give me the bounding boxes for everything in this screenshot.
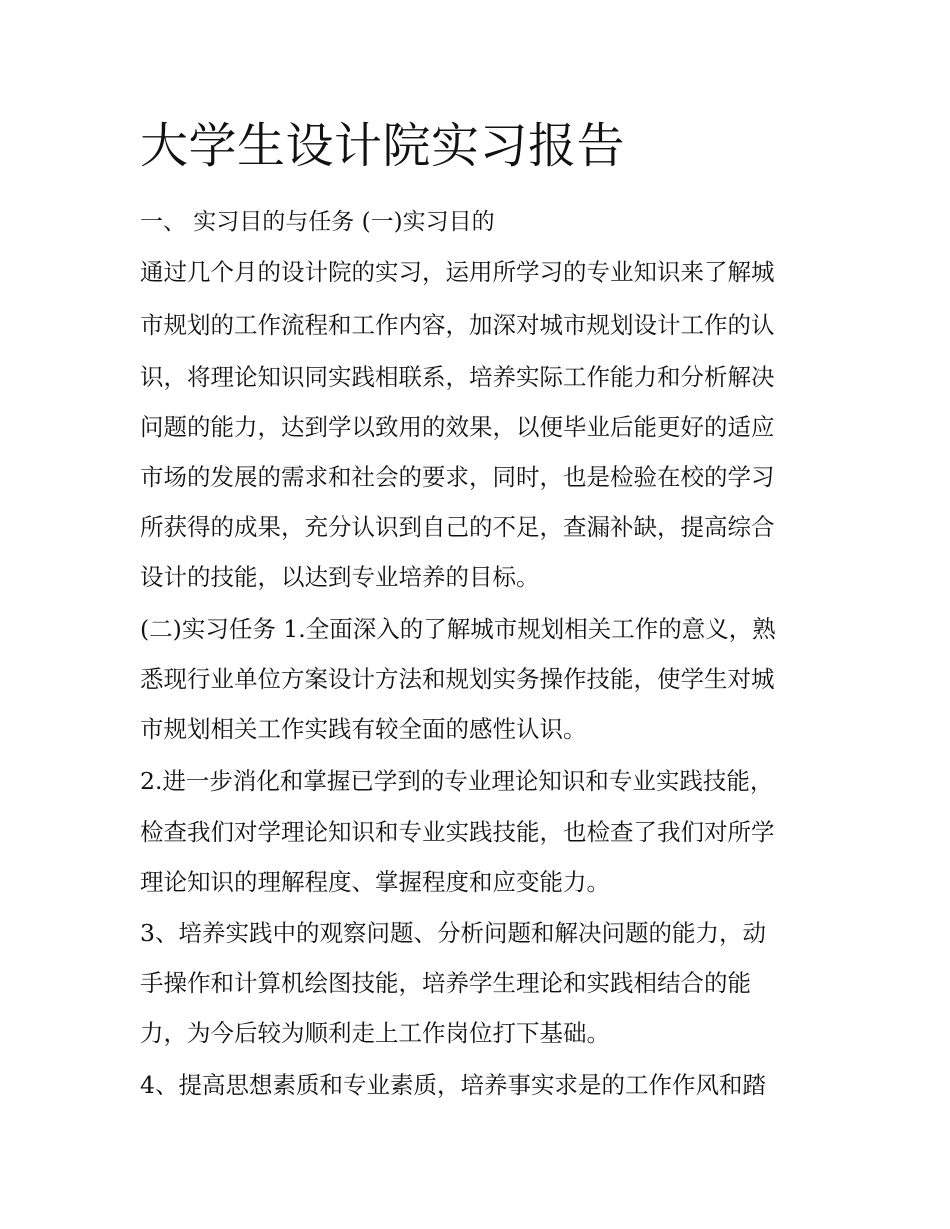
body-line: 所获得的成果，充分认识到自己的不足，查漏补缺，提高综合 bbox=[140, 513, 775, 541]
body-line: 市场的发展的需求和社会的要求，同时，也是检验在校的学习 bbox=[140, 463, 775, 491]
document-title: 大学生设计院实习报告 bbox=[140, 118, 626, 174]
body-line: 识，将理论知识同实践相联系，培养实际工作能力和分析解决 bbox=[140, 363, 775, 391]
body-line: 2.进一步消化和掌握已学到的专业理论知识和专业实践技能， bbox=[140, 767, 774, 795]
body-line: 设计的技能，以达到专业培养的目标。 bbox=[140, 563, 540, 591]
body-line: 手操作和计算机绘图技能，培养学生理论和实践相结合的能 bbox=[140, 969, 751, 997]
body-line: 检查我们对学理论知识和专业实践技能，也检查了我们对所学 bbox=[140, 818, 775, 846]
body-line: 问题的能力，达到学以致用的效果，以便毕业后能更好的适应 bbox=[140, 413, 775, 441]
section-heading: 一、 实习目的与任务 (一)实习目的 bbox=[140, 209, 495, 235]
body-line: 力，为今后较为顺利走上工作岗位打下基础。 bbox=[140, 1019, 610, 1047]
body-line: 市规划的工作流程和工作内容，加深对城市规划设计工作的认 bbox=[140, 311, 775, 339]
body-line: 理论知识的理解程度、掌握程度和应变能力。 bbox=[140, 868, 610, 896]
body-line: 悉现行业单位方案设计方法和规划实务操作技能，使学生对城 bbox=[140, 665, 775, 693]
body-line: 市规划相关工作实践有较全面的感性认识。 bbox=[140, 715, 587, 743]
body-line: 4、提高思想素质和专业素质，培养事实求是的工作作风和踏 bbox=[140, 1071, 766, 1099]
body-line: 3、培养实践中的观察问题、分析问题和解决问题的能力，动 bbox=[140, 919, 766, 947]
body-line: (二)实习任务 1.全面深入的了解城市规划相关工作的意义，熟 bbox=[140, 615, 776, 643]
body-line: 通过几个月的设计院的实习，运用所学习的专业知识来了解城 bbox=[140, 258, 775, 286]
